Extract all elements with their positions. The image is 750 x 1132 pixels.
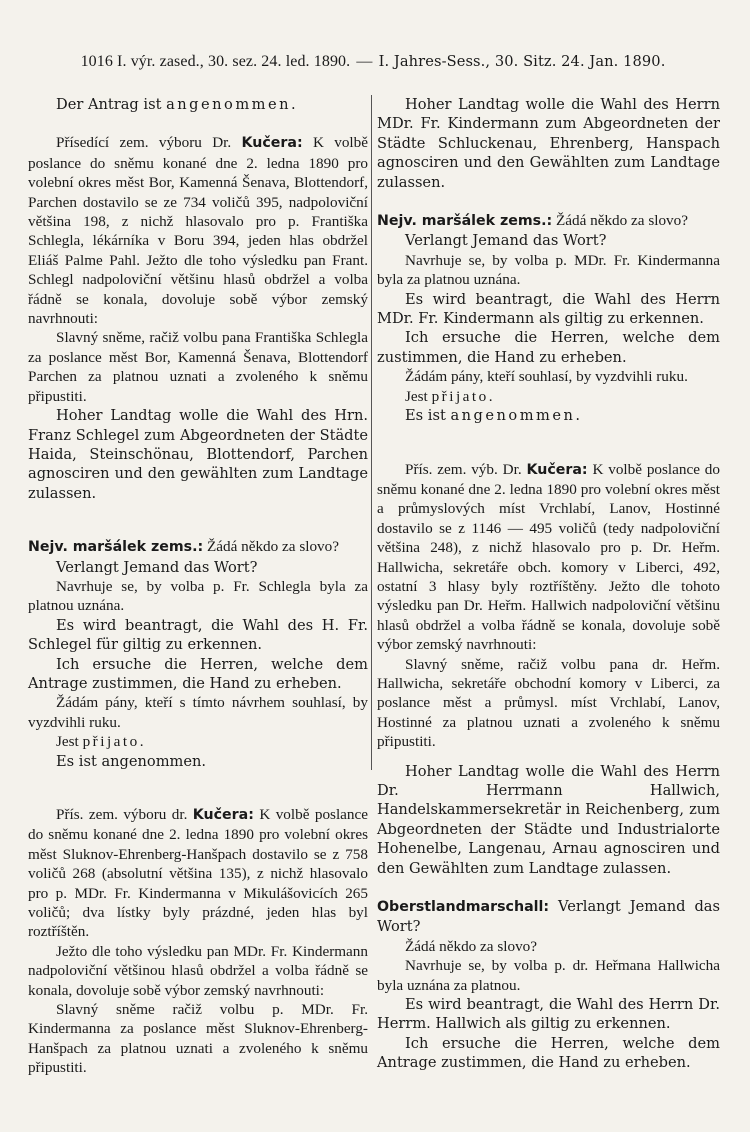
paragraph: Es ist angenommen. (56, 752, 207, 770)
paragraph: Ich ersuche die Herren, welche dem Antrage zustimmen, die Hand zu erheben. (377, 1034, 720, 1072)
paragraph: Es ist angenommen. (405, 407, 583, 425)
paragraph: Navrhuje se, by volba p. dr. Heřmana Hallwicha byla uznána za platnou. (377, 957, 720, 994)
paragraph: Ježto dle toho výsledku pan MDr. Fr. Kindermann nadpoloviční většinou hlasů obdržel a volba řádně se konala, dovoluje sobě výbor zemský navrhnouti: (28, 942, 368, 999)
paragraph: Ich ersuche die Herren, welche dem zustimmen, die Hand zu erheben. (377, 329, 720, 366)
paragraph: Slavný sněme račiž volbu p. MDr. Fr. Kindermanna za poslance měst Sluknov-Ehrenberg-Hanšpach za platnou uznati a zvoleného k sněmu připustiti. (28, 1001, 368, 1077)
header-separator: — (356, 53, 373, 70)
paragraph: Ich ersuche die Herren, welche dem Antrage zustimmen, die Hand zu erheben. (28, 655, 368, 692)
paragraph: Žádám pány, kteří s tímto návrhem souhlasí, by vyzdvihli ruku. (28, 694, 368, 731)
left-column (28, 95, 368, 1078)
paragraph: Es wird beantragt, die Wahl des Herrn Dr. Herrm. Hallwich als giltig zu erkennen. (377, 996, 720, 1033)
paragraph: Přís. zem. výb. Dr. Kučera: K volbě poslance do sněmu konané dne 2. ledna 1890 pro volební okres měst a průmyslových míst Vrchlabí, Lanov, Hostinné dostavilo se z 1146 — 495 voličů (tedy nadpoloviční většina 248), z nichž hlasovalo pro p. Dr. Heřm. Hallwicha, sekretáře obch. komory v Liberci, 492, ostatní 3 hlasy byly roztříštěny. Ježto dle tohoto výsledku pan Dr. Heřm. Hallwich nadpoloviční většinu hlasů obdržel a volba řádně se konala, dovoluje sobě výbor zemský navrhnouti: (377, 460, 720, 654)
paragraph: Žádá někdo za slovo? (405, 937, 537, 955)
paragraph: Slavný sněme, račiž volbu pana Františka Schlegla za poslance měst Bor, Kamenná Šenava, Blottendorf Parchen za platnou uznati a zvoleného k sněmu připustiti. (28, 329, 368, 405)
paragraph: Hoher Landtag wolle die Wahl des Herrn MDr. Fr. Kindermann zum Abgeordneten der Städte Schluckenau, Ehrenberg, Hanspach agnosciren und den Gewählten zum Landtage zulassen. (377, 96, 720, 191)
paragraph: Oberstlandmarschall: Verlangt Jemand das Wort? (377, 898, 720, 936)
right-column (377, 95, 720, 1073)
column-divider (371, 95, 372, 770)
paragraph: Přís. zem. výboru dr. Kučera: K volbě poslance do sněmu konané dne 2. ledna 1890 pro volební okres měst Sluknov-Ehrenberg-Hanšpach dostavilo se z 758 voličů 268 (absolutní většina 135), z nichž hlasovalo pro p. MDr. Fr. Kindermanna v Mikulášovicích 265 voličů; dva lístky byly prázdné, jeden hlas byl roztříštěn. (28, 806, 368, 941)
header-czech: 1016 I. výr. zased., 30. sez. 24. led. 1890. (80, 53, 351, 70)
header-german: I. Jahres-Sess., 30. Sitz. 24. Jan. 1890. (378, 53, 666, 70)
paragraph: Přísedící zem. výboru Dr. Kučera: K volbě poslance do sněmu konané dne 2. ledna 1890 pro volební okres měst Bor, Kamenná Šenava, Blottendorf, Parchen dostavilo se ze 734 voličů 395, nadpoloviční většina 198, z nichž hlasovalo pro p. Františka Schlegla, lékárníka v Boru 394, jeden hlas obdržel Eliáš Palme Pahl. Ježto dle toho výsledku pan Frant. Schlegl nadpoloviční většinu hlasů obdržel a volba řádně se konala, dovoluje sobě výbor zemský navrhnouti: (28, 134, 368, 328)
paragraph: Hoher Landtag wolle die Wahl des Hrn. Franz Schlegel zum Abgeordneten der Städte Haida, Steinschönau, Blottendorf, Parchen agnosciren und den gewählten zum Landtage zulassen. (28, 407, 368, 502)
page-header (28, 52, 718, 71)
paragraph: Hoher Landtag wolle die Wahl des Herrn Dr. Herrmann Hallwich, Handelskammersekretär in Reichenberg, zum Abgeordneten der Städte und Industrialorte Hohenelbe, Langenau, Arnau agnosciren und den Gewählten zum Landtage zulassen. (377, 762, 720, 877)
paragraph: Verlangt Jemand das Wort? (56, 558, 258, 576)
paragraph: Žádám pány, kteří souhlasí, by vyzdvihli ruku. (405, 368, 688, 386)
paragraph: Navrhuje se, by volba p. MDr. Fr. Kindermanna byla za platnou uznána. (377, 251, 720, 289)
paragraph: Jest přijato. (56, 733, 147, 751)
paragraph: Nejv. maršálek zems.: Žádá někdo za slovo? (377, 212, 688, 230)
paragraph: Der Antrag ist angenommen. (56, 96, 299, 113)
paragraph: Navrhuje se, by volba p. Fr. Schlegla byla za platnou uznána. (28, 577, 368, 615)
paragraph: Es wird beantragt, die Wahl des H. Fr. Schlegel für giltig zu erkennen. (28, 616, 368, 654)
paragraph: Nejv. maršálek zems.: Žádá někdo za slovo? (28, 538, 339, 556)
paragraph: Jest přijato. (405, 387, 496, 405)
paragraph: Slavný sněme, račiž volbu pana dr. Heřm. Hallwicha, sekretáře obchodní komory v Liberci, za poslance měst a průmysl. míst Vrchlabí, Lanov, Hostinné za platnou uznati a zvoleného k sněmu připustiti. (377, 655, 720, 751)
paragraph: Es wird beantragt, die Wahl des Herrn MDr. Fr. Kindermann als giltig zu erkennen. (377, 290, 720, 328)
paragraph: Verlangt Jemand das Wort? (405, 232, 607, 250)
